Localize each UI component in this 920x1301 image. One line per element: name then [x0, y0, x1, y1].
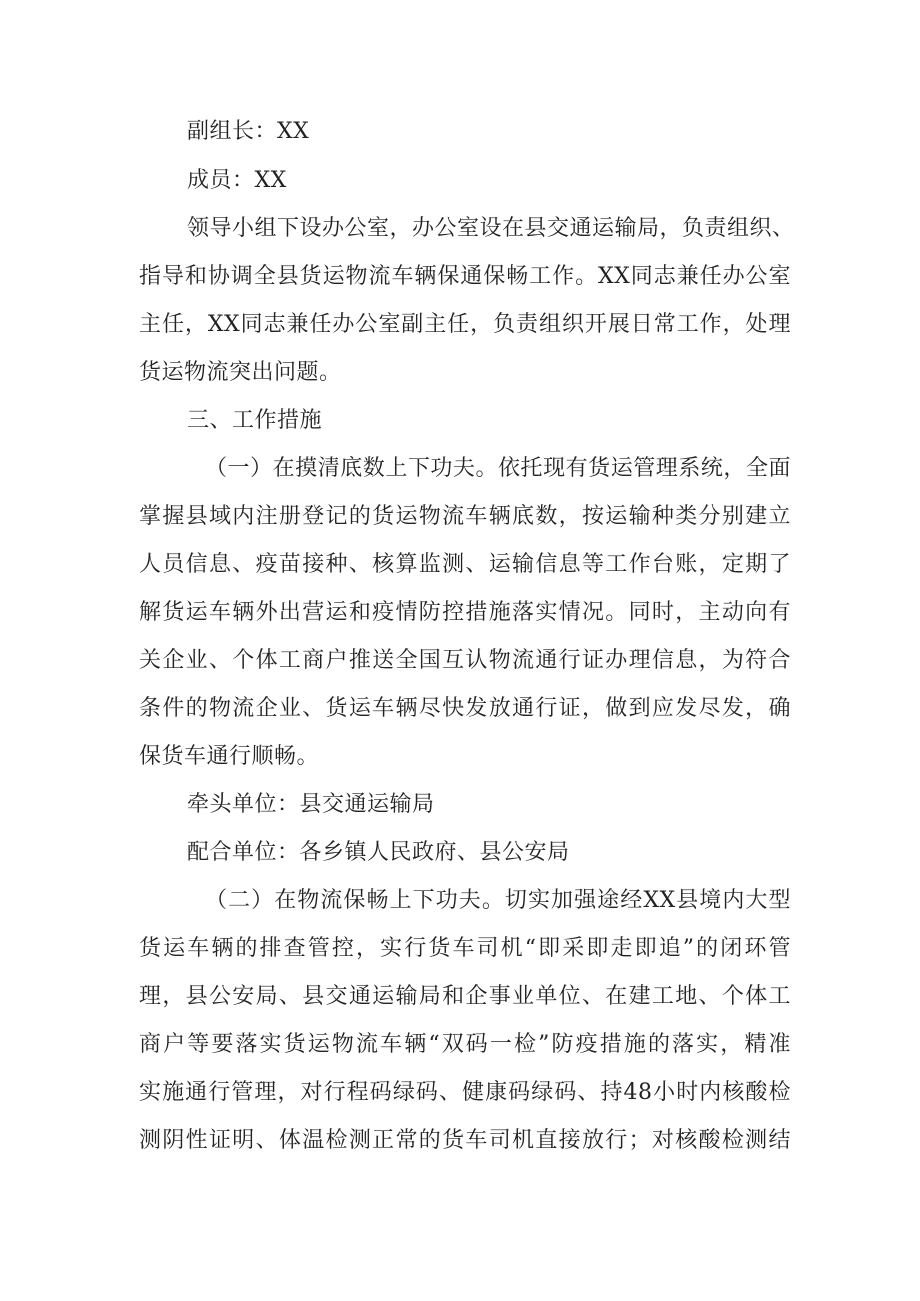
measure-one-line: （一）在摸清底数上下功夫。依托现有货运管理系统，全面 — [205, 456, 791, 481]
measure-two-line: 实施通行管理，对行程码绿码、健康码绿码、持48小时内核酸检 — [139, 1080, 791, 1105]
deputy-leader-line: 副组长：XX — [187, 119, 310, 144]
measure-one-line: 解货运车辆外出营运和疫情防控措施落实情况。同时，主动向有 — [139, 600, 791, 625]
measure-two-line: （二）在物流保畅上下功夫。切实加强途经XX县境内大型 — [205, 888, 791, 913]
members-line: 成员：XX — [187, 168, 287, 193]
measure-two-line: 理，县公安局、县交通运输局和企事业单位、在建工地、个体工 — [139, 984, 791, 1009]
measure-two-line: 测阴性证明、体温检测正常的货车司机直接放行；对核酸检测结 — [139, 1128, 791, 1153]
measure-one-lead-unit: 牵头单位：县交通运输局 — [187, 792, 435, 817]
measure-one-line: 关企业、个体工商户推送全国互认物流通行证办理信息，为符合 — [139, 648, 791, 673]
measure-one-support-units: 配合单位：各乡镇人民政府、县公安局 — [187, 840, 570, 865]
office-paragraph-line: 货运物流突出问题。 — [139, 360, 342, 385]
measure-two-line: 货运车辆的排查管控，实行货车司机“即采即走即追”的闭环管 — [139, 936, 791, 961]
measure-one-line: 条件的物流企业、货运车辆尽快发放通行证，做到应发尽发，确 — [139, 696, 791, 721]
measure-one-line: 人员信息、疫苗接种、核算监测、运输信息等工作台账，定期了 — [139, 552, 791, 577]
office-paragraph-line: 指导和协调全县货运物流车辆保通保畅工作。XX同志兼任办公室 — [139, 264, 791, 289]
measure-two-line: 商户等要落实货运物流车辆“双码一检”防疫措施的落实，精准 — [139, 1032, 791, 1057]
office-paragraph-line: 主任，XX同志兼任办公室副主任，负责组织开展日常工作，处理 — [139, 312, 791, 337]
section-three-heading: 三、工作措施 — [187, 408, 323, 433]
measure-one-line: 掌握县域内注册登记的货运物流车辆底数，按运输种类分别建立 — [139, 504, 791, 529]
office-paragraph-line: 领导小组下设办公室，办公室设在县交通运输局，负责组织、 — [187, 216, 795, 241]
measure-one-line: 保货车通行顺畅。 — [139, 744, 320, 769]
